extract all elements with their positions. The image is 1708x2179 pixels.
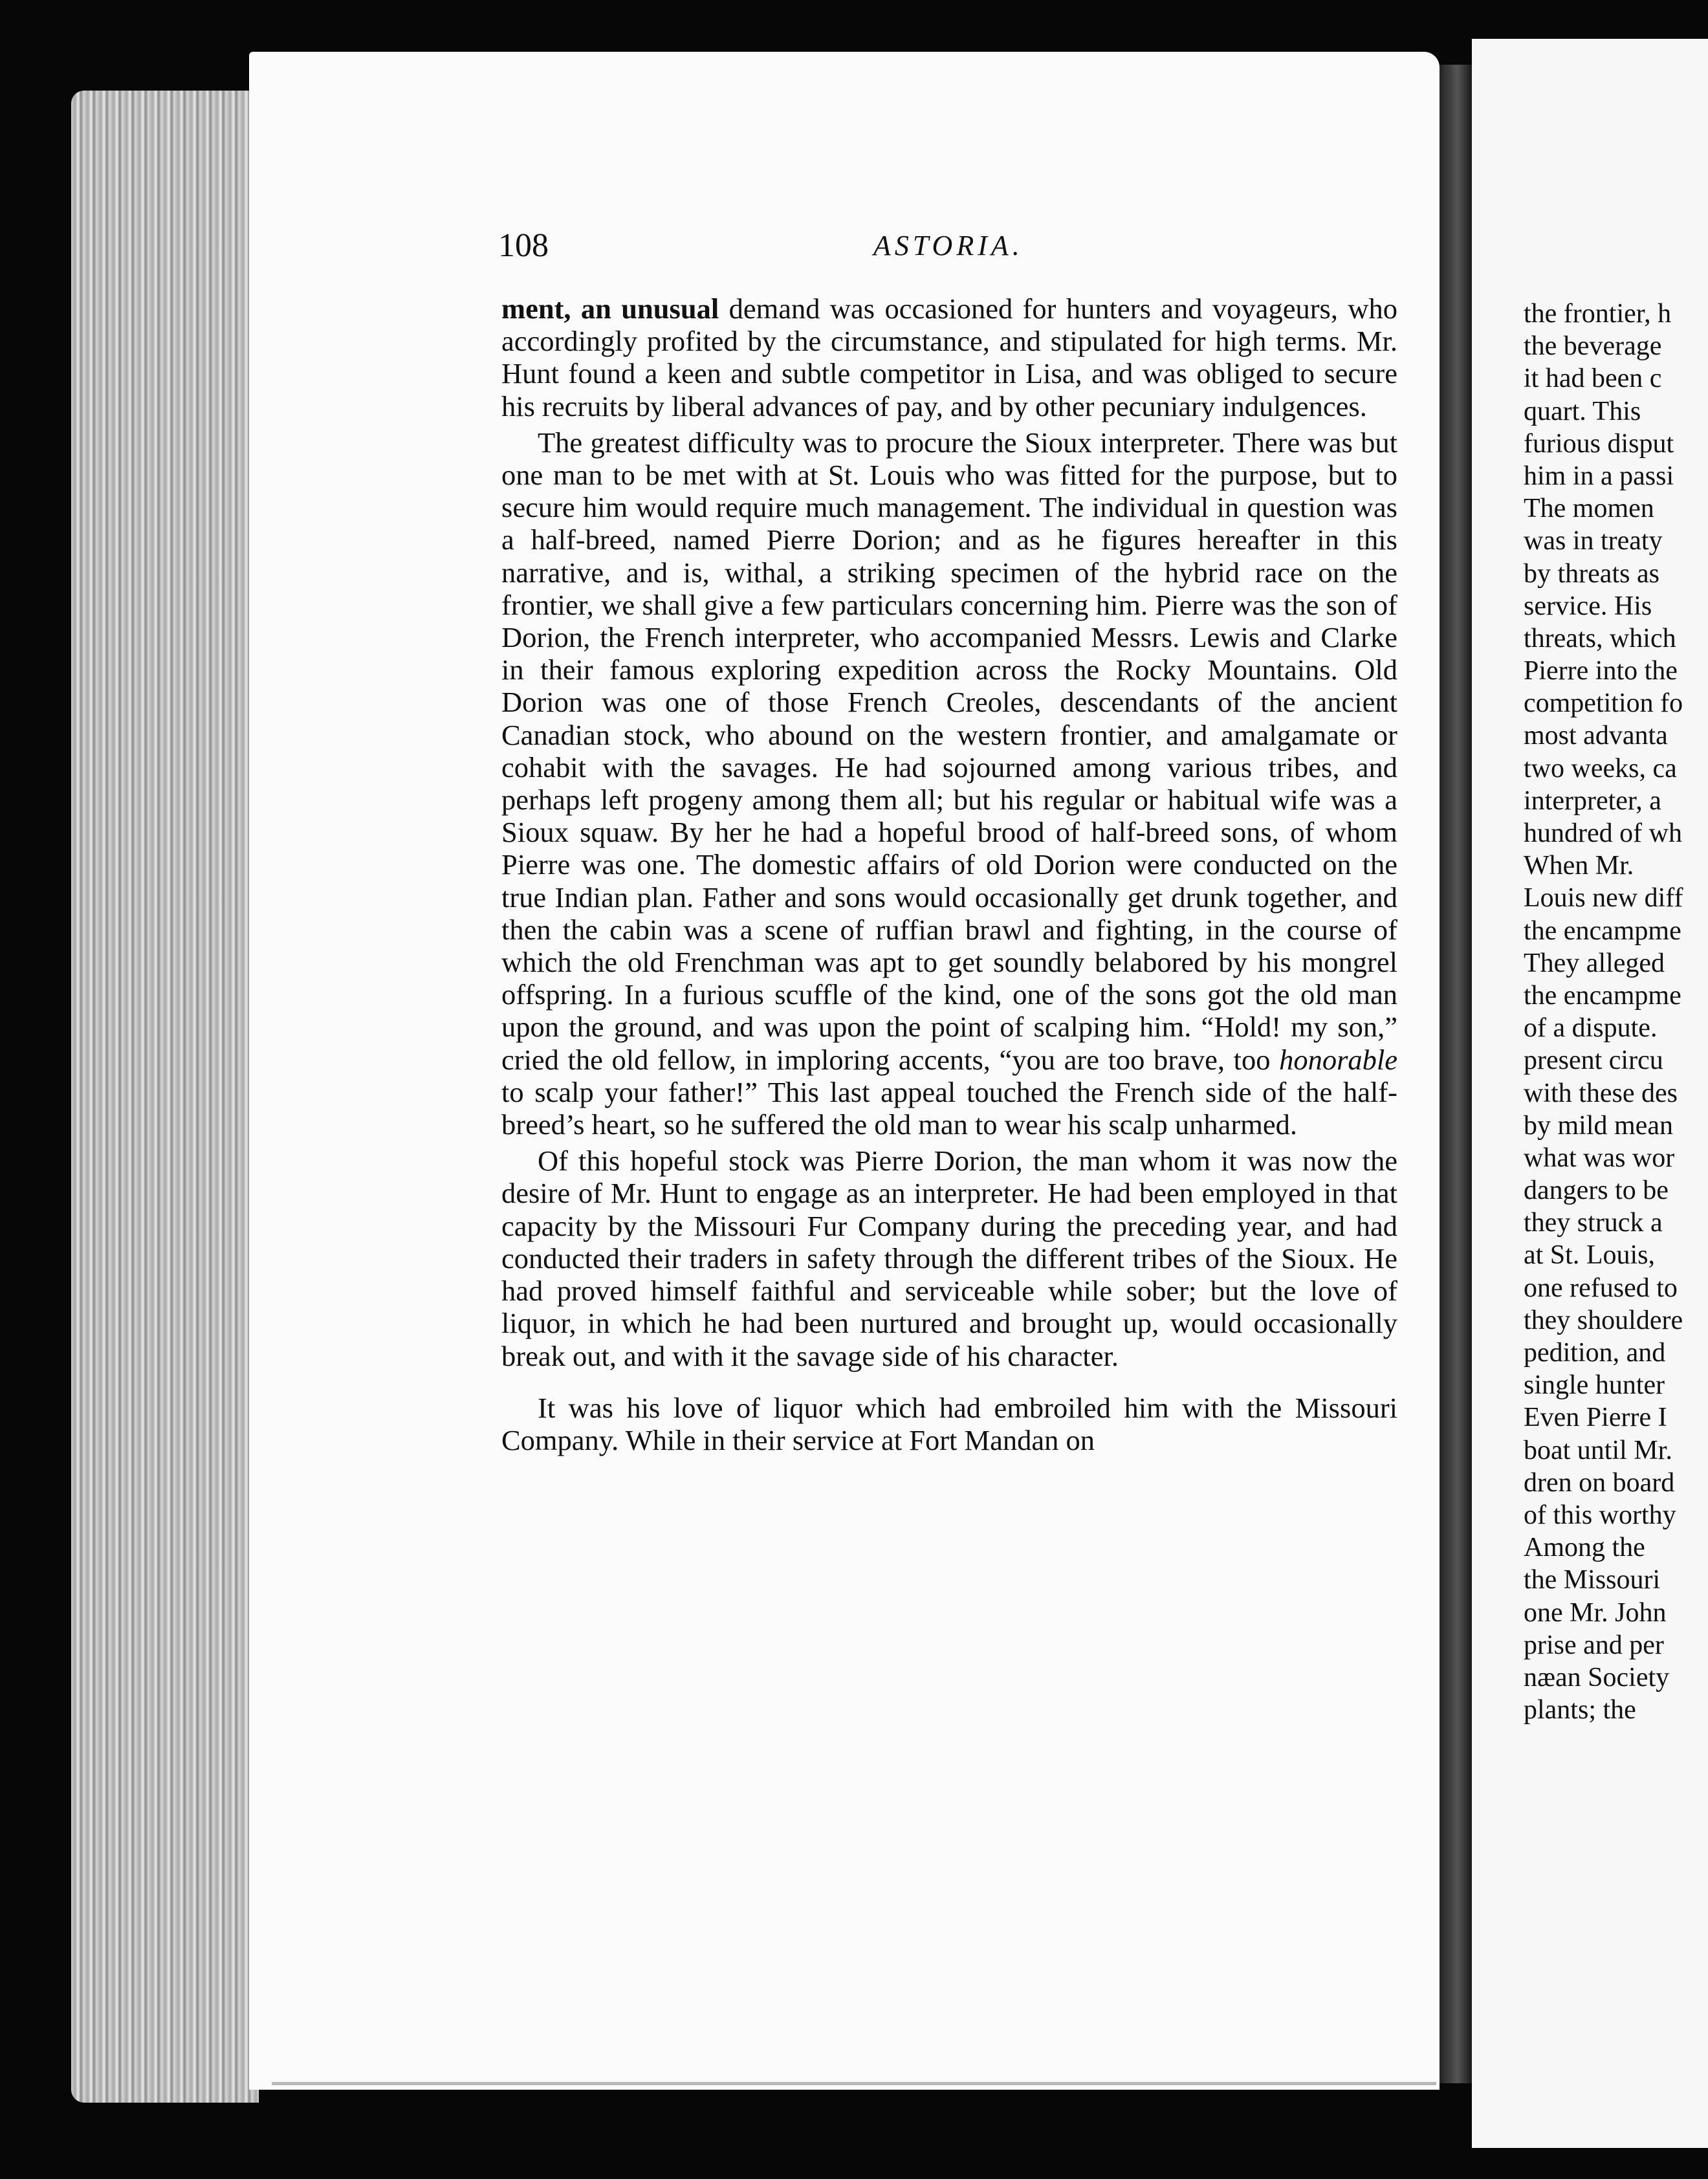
paragraph-4 — [501, 1392, 1397, 1456]
paragraph-3 — [501, 1144, 1397, 1372]
paragraph-text: demand was occasioned for hunters and voyageurs, who accordingly profited by the circumstance, and stipulated for high terms. Mr. Hunt found a keen and subtle competitor in Lisa, and was obliged to secure his recruits by liberal advances of pay, and by other pecuniary indulgences. — [501, 292, 1397, 422]
right-page-line: interpreter, a — [1524, 785, 1661, 816]
right-page-line: of a dispute. — [1524, 1013, 1658, 1044]
paragraph-text: The greatest difficulty was to procure the Sioux interpreter. There was but one man to be met with at St. Louis who was fitted for the purpose, but to secure him would require much management. The individual in question was a half-breed, named Pierre Dorion; and as he figures hereafter in this narrative, and is, withal, a striking specimen of the hybrid race on the frontier, we shall give a few particulars concerning him. Pierre was the son of Dorion, the French interpreter, who accompanied Messrs. Lewis and Clarke in their famous exploring expedition across the Rocky Mountains. Old Dorion was one of those French Creoles, descendants of the ancient Canadian stock, who abound on the western frontier, and amalgamate or cohabit with the savages. He had sojourned among various tribes, and perhaps left progeny among them all; but his regular or habitual wife was a Sioux squaw. By her he had a hopeful brood of half-breed sons, of whom Pierre was one. The domestic affairs of old Dorion were conducted on the true Indian plan. Father and sons would occasionally get drunk together, and then the cabin was a scene of ruffian brawl and fighting, in the course of which the old Frenchman was apt to get soundly belabored by his mongrel offspring. In a furious scuffle of the kind, one of the sons got the old man upon the ground, and was upon the point of scalping him. “Hold! my son,” cried the old fellow, in imploring accents, “you are too brave, too — [501, 426, 1397, 1076]
paragraph-text-continued: to scalp your father!” This last appeal touched the French side of the half-breed’s heart, so he suffered the old man to wear his scalp unharmed. — [501, 1075, 1397, 1141]
right-page-line: of this worthy — [1524, 1500, 1676, 1530]
right-page-line: by mild mean — [1524, 1110, 1673, 1141]
right-page-line: it had been c — [1524, 364, 1662, 394]
right-page-line: service. His — [1524, 591, 1652, 621]
emphasis: honorable — [1279, 1043, 1397, 1076]
right-page-line: they shouldere — [1524, 1305, 1683, 1335]
right-page-line: they struck a — [1524, 1208, 1663, 1238]
paragraph-2 — [501, 426, 1397, 1141]
right-page-line: was in treaty — [1524, 526, 1663, 556]
page-header — [498, 226, 1397, 272]
right-page-line: Among the — [1524, 1533, 1645, 1563]
paragraph-lead: ment, an unusual — [501, 292, 719, 325]
page-number: 108 — [498, 227, 549, 264]
right-page-line: quart. This — [1524, 396, 1641, 426]
right-page-line: The momen — [1524, 494, 1654, 524]
right-page-line: plants; the — [1524, 1695, 1636, 1725]
page-bottom-edge — [272, 2082, 1436, 2085]
right-page-line: most advanta — [1524, 721, 1668, 751]
right-page-line: They alleged — [1524, 948, 1665, 978]
right-page-line: what was wor — [1524, 1143, 1675, 1173]
right-page-line: him in a passi — [1524, 461, 1674, 491]
right-page-line: two weeks, ca — [1524, 753, 1677, 783]
right-page-line: When Mr. — [1524, 851, 1634, 881]
right-page-line: hundred of wh — [1524, 818, 1682, 848]
paragraph-text: Of this hopeful stock was Pierre Dorion, the man whom it was now the desire of Mr. Hunt to engage as an interpreter. He had been employed in that capacity by the Missouri Fur Company during the preceding year, and had conducted their traders in safety through the different tribes of the Sioux. He had proved himself faithful and serviceable while sober; but the love of liquor, in which he had been nurtured and brought up, would occasionally break out, and with it the savage side of his character. — [501, 1144, 1397, 1372]
right-page-line: dangers to be — [1524, 1176, 1669, 1206]
body-text — [501, 292, 1397, 1456]
right-page-line: with these des — [1524, 1078, 1678, 1108]
right-page-line: single hunter — [1524, 1370, 1665, 1401]
right-page-line: the Missouri — [1524, 1565, 1661, 1595]
right-page-line: threats, which — [1524, 623, 1676, 653]
paragraph-1 — [501, 292, 1397, 422]
book-page-edges — [71, 91, 259, 2103]
right-page-line: one refused to — [1524, 1273, 1678, 1303]
right-page-line: Louis new diff — [1524, 883, 1683, 914]
right-page-line: furious disput — [1524, 428, 1674, 459]
right-page-line: one Mr. John — [1524, 1597, 1667, 1628]
right-page-line: boat until Mr. — [1524, 1435, 1672, 1465]
paragraph-text: It was his love of liquor which had embroiled him with the Missouri Company. While in their service at Fort Mandan on — [501, 1391, 1397, 1456]
right-page-line: Even Pierre I — [1524, 1403, 1667, 1433]
right-page-line: pedition, and — [1524, 1338, 1666, 1368]
right-page-line: present circu — [1524, 1046, 1663, 1076]
right-page-line: the beverage — [1524, 331, 1662, 362]
right-page-line: næan Society — [1524, 1662, 1670, 1692]
right-page — [1472, 39, 1708, 2148]
right-page-line: the encampme — [1524, 980, 1681, 1011]
right-page-text — [1524, 298, 1708, 1726]
right-page-line: prise and per — [1524, 1630, 1664, 1660]
right-page-line: the frontier, h — [1524, 299, 1672, 329]
right-page-line: dren on board — [1524, 1467, 1675, 1498]
right-page-line: Pierre into the — [1524, 656, 1678, 686]
book-gutter — [1440, 65, 1472, 2083]
right-page-line: at St. Louis, — [1524, 1240, 1656, 1271]
right-page-line: competition fo — [1524, 688, 1683, 719]
right-page-line: by threats as — [1524, 558, 1659, 589]
running-title: ASTORIA. — [873, 230, 1024, 261]
right-page-line: the encampme — [1524, 915, 1681, 946]
